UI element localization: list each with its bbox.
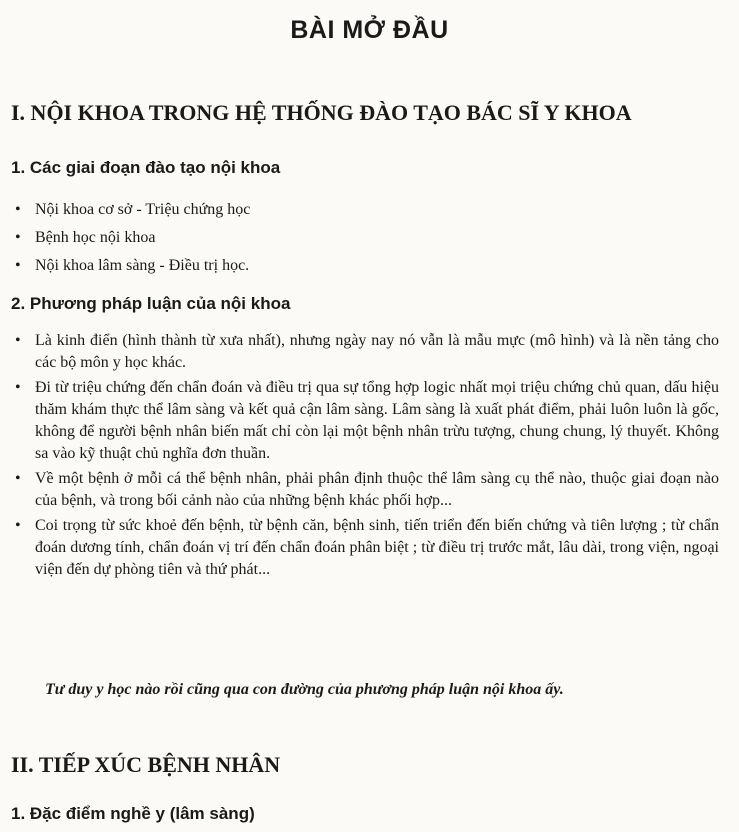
page-title: BÀI MỞ ĐẦU <box>290 16 449 44</box>
list-item: • Nội khoa lâm sàng - Điều trị học. <box>11 252 719 280</box>
section-1-heading: I. NỘI KHOA TRONG HỆ THỐNG ĐÀO TẠO BÁC SĨ Y KHOA <box>11 100 632 125</box>
bullet-icon: • <box>15 332 21 349</box>
bullet-icon: • <box>15 379 21 396</box>
section-2-heading: II. TIẾP XÚC BỆNH NHÂN <box>11 752 281 777</box>
list-item: • Về một bệnh ở mỗi cá thể bệnh nhân, phải phân định thuộc thể lâm sàng cụ thể nào, thuộc giai đoạn nào của bệnh, và trong bối cảnh nào của những bệnh khác phối hợp... <box>15 470 719 509</box>
bullet-icon: • <box>15 517 21 534</box>
section-2-sub-1-heading: 1. Đặc điểm nghề y (lâm sàng) <box>11 804 255 823</box>
section-1-sub-1-heading: 1. Các giai đoạn đào tạo nội khoa <box>11 158 281 177</box>
bullet-icon: • <box>15 470 21 487</box>
methodology-list <box>11 330 719 584</box>
bullet-icon: • <box>15 201 21 218</box>
list-item: • Bệnh học nội khoa <box>11 224 719 252</box>
list-item: • Nội khoa cơ sở - Triệu chứng học <box>11 196 719 224</box>
list-item: • Coi trọng từ sức khoẻ đến bệnh, từ bệnh căn, bệnh sinh, tiến triển đến biến chứng và tiên lượng ; từ chẩn đoán dương tính, chẩn đoán vị trí đến chẩn đoán phân biệt ; từ điều trị trước mắt, lâu dài, trong viện, ngoại viện đến dự phòng tiên và thứ phát... <box>15 517 719 578</box>
section-1-sub-2-heading: 2. Phương pháp luận của nội khoa <box>11 294 291 313</box>
training-stages-list <box>11 196 719 280</box>
closing-statement: Tư duy y học nào rồi cũng qua con đường của phương pháp luận nội khoa ấy. <box>45 681 564 698</box>
bullet-icon: • <box>15 229 21 246</box>
list-item: • Đi từ triệu chứng đến chẩn đoán và điều trị qua sự tổng hợp logic nhất mọi triệu chứng chủ quan, dấu hiệu thăm khám thực thể lâm sàng và kết quả cận lâm sàng. Lâm sàng là xuất phát điểm, phải luôn luôn là gốc, không để người bệnh nhân biến mất chỉ còn lại một bệnh nhân trừu tượng, chung chung, lý thuyết. Không sa vào kỹ thuật chủ nghĩa đơn thuần. <box>15 379 719 462</box>
list-item: • Là kinh điển (hình thành từ xưa nhất), nhưng ngày nay nó vẫn là mẫu mực (mô hình) và là nền tảng cho các bộ môn y học khác. <box>15 332 719 371</box>
bullet-icon: • <box>15 257 21 274</box>
